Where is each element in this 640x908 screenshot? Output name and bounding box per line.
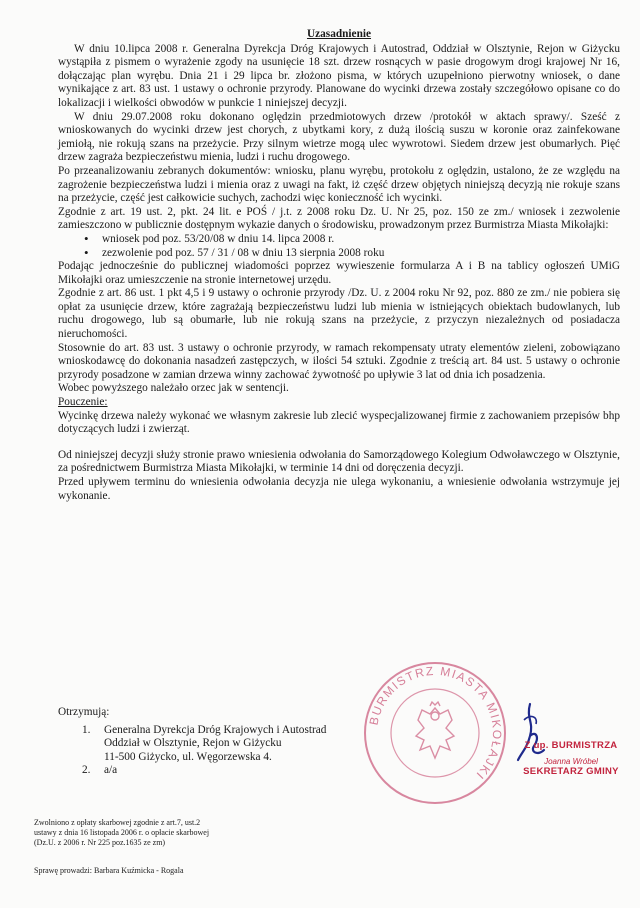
stamp-line-3: SEKRETARZ GMINY [523,766,619,777]
case-handler: Sprawę prowadzi: Barbara Kuźmicka - Rogala [34,866,184,875]
paragraph-8: Wobec powyższego należało orzec jak w sentencji. [58,382,289,395]
recipient-number: 1. [82,723,91,736]
paragraph-3: Po przeanalizowaniu zebranych dokumentów: wniosku, planu wyrębu, protokołu z oględzin, ustalono, że ze względu na zagrożenie bezpieczeństwa ludzi i mienia oraz z uwagi na fakt, iż część drzew objętych niniejszą decyzją nie rokuje szans na przeżycie, część jest całkowicie suchych, zachodzi więc konieczność ich wycinki. [58,164,620,205]
recipient-number: 2. [82,764,91,777]
bleed-through-text [418,6,628,18]
list-item [82,724,326,765]
recipients-list [58,724,326,778]
list-item: • wniosek pod poz. 53/20/08 w dniu 14. lipca 2008 r. [84,233,620,247]
paragraph-7: Stosownie do art. 83 ust. 3 ustawy o ochronie przyrody, w ramach rekompensaty utraty elementów zieleni, zobowiązano wnioskodawcę do dokonania nasadzeń zastępczych, w ilości 54 sztuki. Zgodnie z treścią art. 84 ust. 5 ustawy o ochronie przyrody posadzone w zamian drzewa winny zachować żywotność po upływie 3 lat od dnia ich posadzenia. [58,341,620,381]
recipient-line: Generalna Dyrekcja Dróg Krajowych i Autostrad [104,723,327,736]
official-stamp [516,740,626,777]
footnote-line: ustawy z dnia 16 listopada 2006 r. o opłacie skarbowej [34,828,210,837]
list-item [82,764,326,778]
paragraph-6: Zgodnie z art. 86 ust. 1 pkt 4,5 i 9 ustawy o ochronie przyrody /Dz. U. z 2004 roku Nr 92, poz. 880 ze zm./ nie pobiera się opłat za usunięcie drzew, które zagrażają bezpieczeństwu ludzi lub mienia w istniejących obiektach budowlanych, lub ruchu drogowego, lub są obumarłe, lub nie rokują szans na przeżycie, z przyczyn niezależnych od posiadacza nieruchomości. [58,287,620,341]
recipient-line: a/a [104,764,118,777]
fee-exemption-note [34,818,264,848]
paragraph-9: Wycinkę drzewa należy wykonać we własnym zakresie lub zlecić wyspecjalizowanej firmie z zachowaniem przepisów bhp dotyczących ludzi i zwierząt. [58,409,620,436]
paragraph-10: Od niniejszej decyzji służy stronie prawo wniesienia odwołania do Samorządowego Kolegium Odwoławczego w Olsztynie, za pośrednictwem Burmistrza Miasta Mikołajki, w terminie 14 dni od doręczenia decyzji. [58,448,620,475]
registry-list [58,233,620,260]
paragraph-2: W dniu 29.07.2008 roku dokonano oględzin przedmiotowych drzew /protokół w aktach sprawy/. Sześć z wnioskowanych do wycinki drzew jest chorych, z ubytkami kory, z dużą ilością suszu w koronie oraz zainfekowane jemiołą, nie rokują szans na przeżycie. Przy silnym wietrze mogą ulec wywrotowi. Siedem drzew jest obumarłych. Pięć drzew zagraża bezpieczeństwu mienia, ludzi i ruchu drogowego. [58,110,620,164]
recipient-line: Oddział w Olsztynie, Rejon w Giżycku [104,737,282,750]
seal-text: BURMISTRZ MIASTA MIKOŁAJKI [366,663,505,783]
stamp-line-1: Z up. BURMISTRZA [524,740,618,751]
recipients-label: Otrzymują: [58,706,110,718]
footnote-line: Zwolniono z opłaty skarbowej zgodnie z art.7, ust.2 [34,818,201,827]
paragraph-1: W dniu 10.lipca 2008 r. Generalna Dyrekcja Dróg Krajowych i Autostrad, Oddział w Olsztynie, Rejon w Giżycku wystąpiła z pismem o wyrażenie zgody na usunięcie 18 szt. drzew rosnących w pasie drogowym drogi krajowej Nr 16, dołączając plan wyrębu. Dnia 21 i 29 lipca br. złożono pisma, w których uzupełniono pierwotny wniosek, o dane wynikające z art. 83 ust. 1 ustawy o ochronie przyrody. Planowane do wycinki drzewa zostały szczegółowo opisane co do lokalizacji i wielkości obwodów w punkcie 1 niniejszej decyzji. [58,42,620,109]
stamp-name: Joanna Wróbel [544,757,598,766]
heading: Uzasadnienie [306,28,372,40]
recipients-block [58,706,326,778]
eagle-seal-icon [360,658,510,808]
paragraph-11: Przed upływem terminu do wniesienia odwołania decyzja nie ulega wykonaniu, a wniesienie odwołania wstrzymuje jej wykonanie. [58,476,620,502]
footnote-line: (Dz.U. z 2006 r. Nr 225 poz.1635 ze zm) [34,838,166,847]
recipient-line: 11-500 Giżycko, ul. Węgorzewska 4. [104,750,272,763]
paragraph-4: Zgodnie z art. 19 ust. 2, pkt. 24 lit. e POŚ / j.t. z 2008 roku Dz. U. Nr 25, poz. 150 ze zm./ wniosek i zezwolenie zamieszczono w publicznie dostępnym wykazie danych o środowisku, prowadzonym przez Burmistrza Miasta Mikołajki: [58,205,620,232]
paragraph-5: Podając jednocześnie do publicznej wiadomości poprzez wywieszenie formularza A i B na tablicy ogłoszeń UMiG Mikołajki oraz umieszczenie na stronie internetowej urzędu. [58,260,620,286]
pouczenie-label: Pouczenie: [58,396,108,409]
list-item: • zezwolenie pod poz. 57 / 31 / 08 w dniu 13 sierpnia 2008 roku [84,247,620,261]
document-body [58,28,620,503]
